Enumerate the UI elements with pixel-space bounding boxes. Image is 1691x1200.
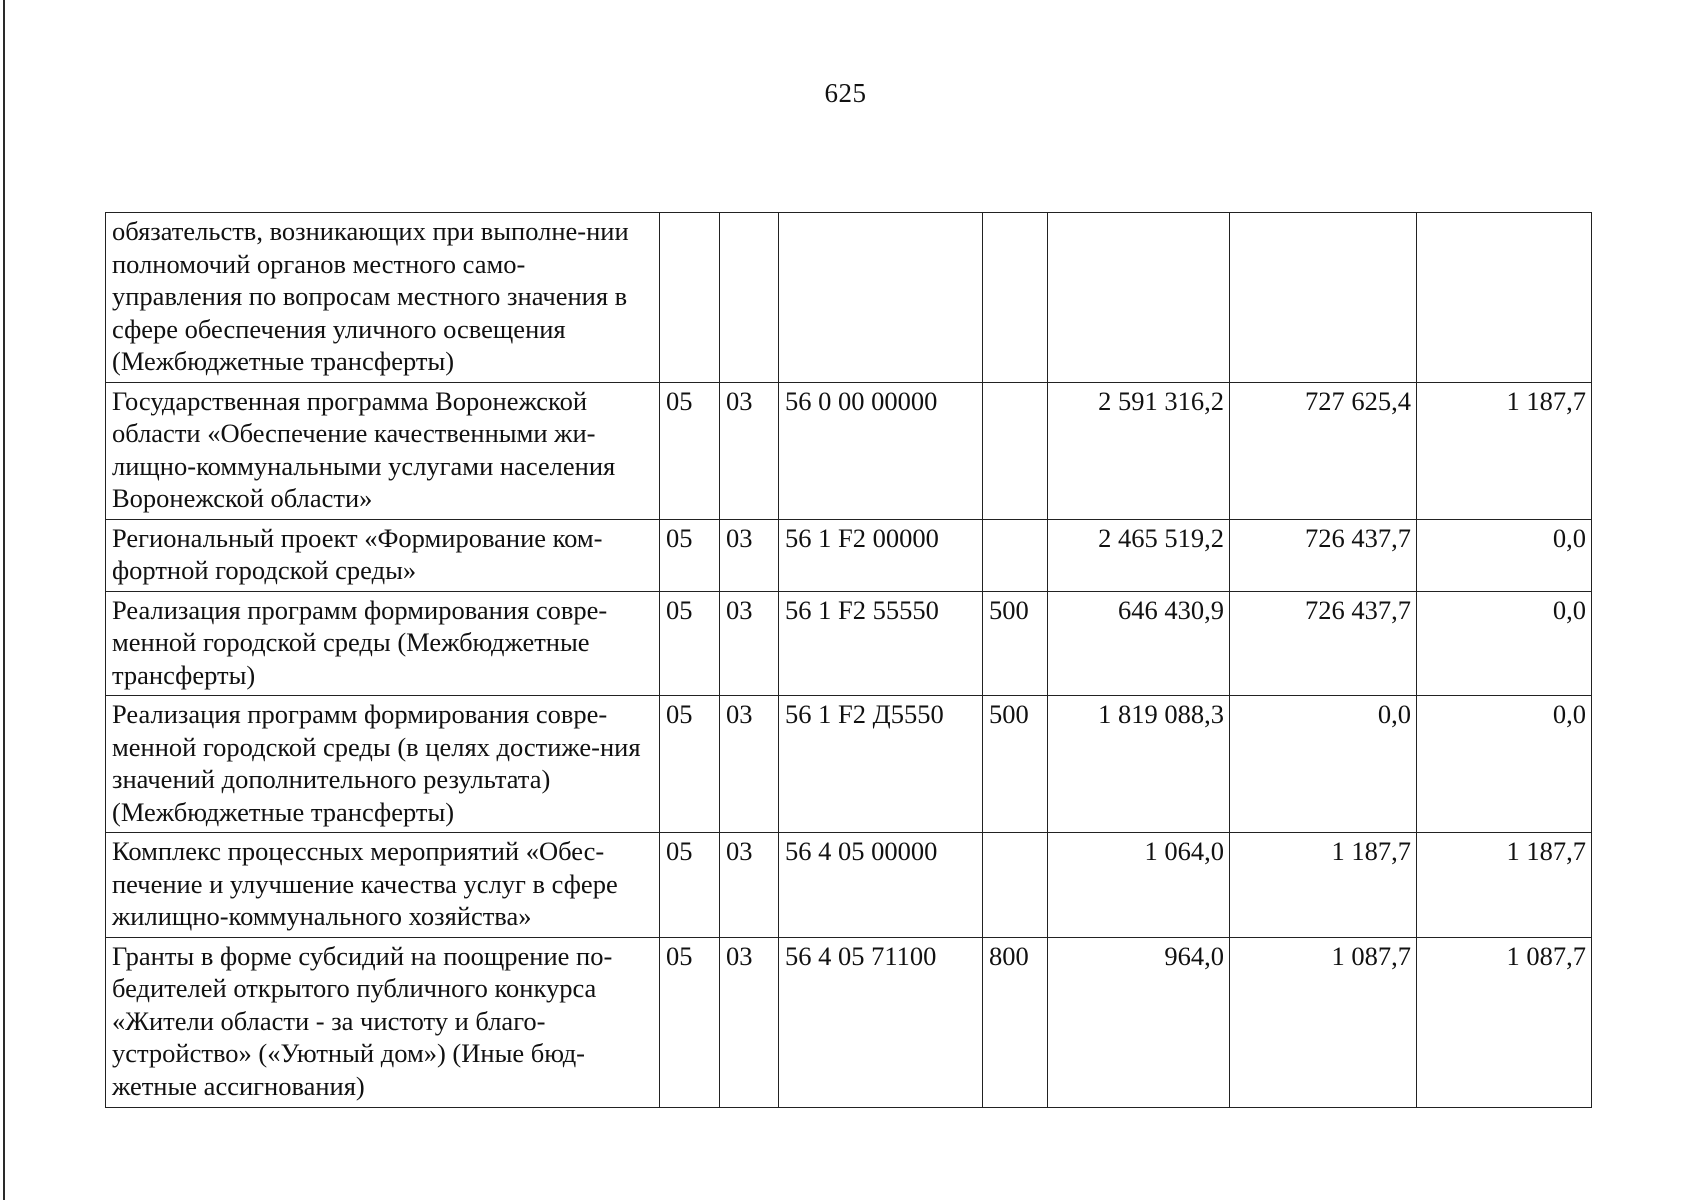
row-target-article: 56 0 00 00000	[779, 382, 983, 519]
row-amount-1: 964,0	[1048, 937, 1230, 1107]
row-name: Реализация программ формирования совре-менной городской среды (Межбюджетные трансферты)	[106, 591, 660, 696]
row-subsection: 03	[720, 519, 779, 591]
page-edge-rule	[3, 0, 5, 1200]
row-target-article: 56 4 05 71100	[779, 937, 983, 1107]
row-subsection: 03	[720, 833, 779, 938]
row-section: 05	[660, 937, 720, 1107]
row-expense-type	[983, 519, 1048, 591]
table-row	[106, 833, 1592, 938]
row-section: 05	[660, 382, 720, 519]
row-target-article: 56 1 F2 Д5550	[779, 696, 983, 833]
row-amount-3: 1 187,7	[1417, 833, 1592, 938]
row-section: 05	[660, 519, 720, 591]
row-name: Реализация программ формирования совре-менной городской среды (в целях достиже-ния значений дополнительного результата) (Межбюджетные трансферты)	[106, 696, 660, 833]
row-amount-1	[1048, 213, 1230, 383]
row-section: 05	[660, 696, 720, 833]
row-expense-type	[983, 382, 1048, 519]
row-target-article: 56 4 05 00000	[779, 833, 983, 938]
row-amount-1: 1 819 088,3	[1048, 696, 1230, 833]
row-amount-3: 1 187,7	[1417, 382, 1592, 519]
row-name: Комплекс процессных мероприятий «Обес-печение и улучшение качества услуг в сфере жилищно-коммунального хозяйства»	[106, 833, 660, 938]
row-target-article: 56 1 F2 55550	[779, 591, 983, 696]
row-amount-1: 2 465 519,2	[1048, 519, 1230, 591]
row-expense-type: 500	[983, 696, 1048, 833]
row-section: 05	[660, 591, 720, 696]
row-amount-1: 2 591 316,2	[1048, 382, 1230, 519]
row-amount-3: 0,0	[1417, 591, 1592, 696]
row-name: обязательств, возникающих при выполне-нии полномочий органов местного само-управления по вопросам местного значения в сфере обеспечения уличного освещения (Межбюджетные трансферты)	[106, 213, 660, 383]
table-row	[106, 213, 1592, 383]
row-section: 05	[660, 833, 720, 938]
row-amount-2: 726 437,7	[1230, 519, 1417, 591]
row-amount-3: 0,0	[1417, 696, 1592, 833]
row-name: Государственная программа Воронежской области «Обеспечение качественными жи-лищно-коммунальными услугами населения Воронежской области»	[106, 382, 660, 519]
row-expense-type: 800	[983, 937, 1048, 1107]
row-expense-type	[983, 833, 1048, 938]
row-amount-1: 1 064,0	[1048, 833, 1230, 938]
row-subsection: 03	[720, 382, 779, 519]
row-subsection: 03	[720, 696, 779, 833]
row-subsection	[720, 213, 779, 383]
row-expense-type: 500	[983, 591, 1048, 696]
table-row	[106, 519, 1592, 591]
row-target-article: 56 1 F2 00000	[779, 519, 983, 591]
page-number: 625	[824, 78, 867, 108]
table-row	[106, 591, 1592, 696]
row-amount-3: 1 087,7	[1417, 937, 1592, 1107]
row-amount-3	[1417, 213, 1592, 383]
row-subsection: 03	[720, 591, 779, 696]
row-amount-2: 1 187,7	[1230, 833, 1417, 938]
row-subsection: 03	[720, 937, 779, 1107]
row-name: Гранты в форме субсидий на поощрение по-бедителей открытого публичного конкурса «Жители области - за чистоту и благо-устройство» («Уютный дом») (Иные бюд-жетные ассигнования)	[106, 937, 660, 1107]
row-name: Региональный проект «Формирование ком-фортной городской среды»	[106, 519, 660, 591]
row-section	[660, 213, 720, 383]
row-amount-2: 727 625,4	[1230, 382, 1417, 519]
row-amount-2: 0,0	[1230, 696, 1417, 833]
row-amount-2: 726 437,7	[1230, 591, 1417, 696]
table-row	[106, 937, 1592, 1107]
row-expense-type	[983, 213, 1048, 383]
row-amount-3: 0,0	[1417, 519, 1592, 591]
row-amount-1: 646 430,9	[1048, 591, 1230, 696]
table-row	[106, 696, 1592, 833]
row-amount-2: 1 087,7	[1230, 937, 1417, 1107]
row-amount-2	[1230, 213, 1417, 383]
table-row	[106, 382, 1592, 519]
row-target-article	[779, 213, 983, 383]
budget-table	[105, 212, 1592, 1108]
